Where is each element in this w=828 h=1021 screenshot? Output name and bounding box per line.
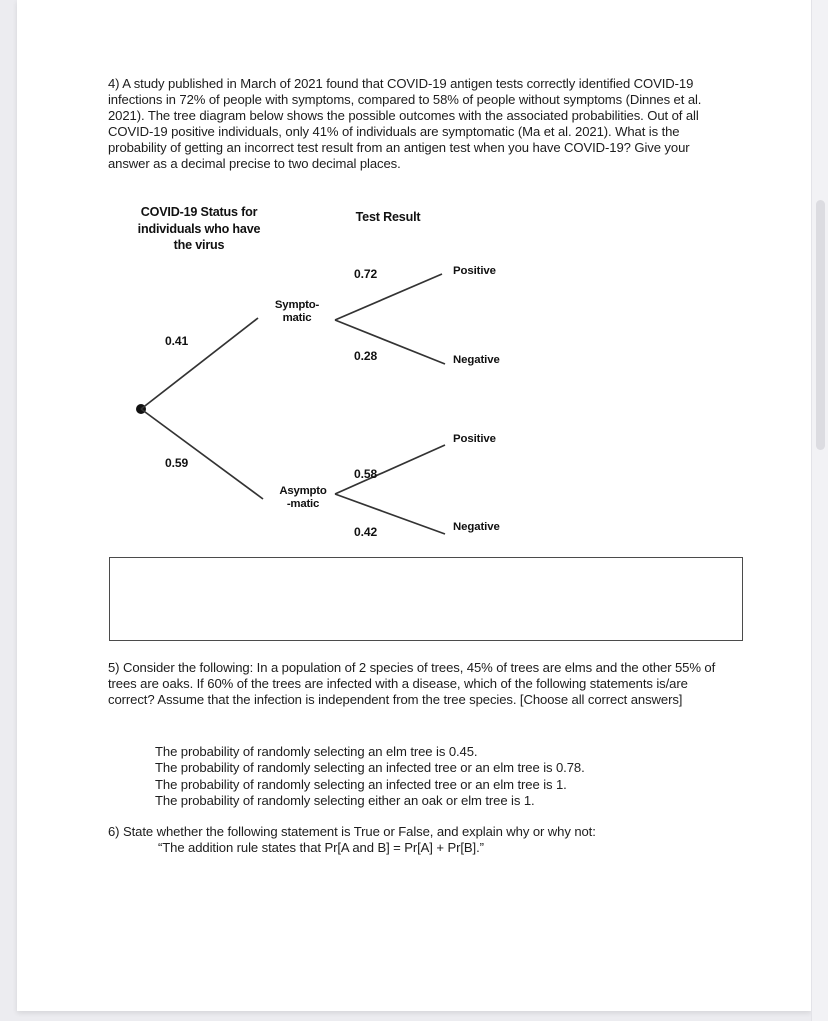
tree-node-asymptomatic-line1: Asympto bbox=[279, 485, 327, 497]
question-5-option[interactable]: The probability of randomly selecting an infected tree or an elm tree is 1. bbox=[155, 776, 567, 792]
vertical-scrollbar[interactable] bbox=[811, 0, 828, 1021]
question-4-text: 4) A study published in March of 2021 found that COVID-19 antigen tests correctly identified COVID-19 infections in 72% of people with symptoms, compared to 58% of people without symptoms (Dinnes et al. 2021). The tree diagram below shows the possible outcomes with the associated probabilities. Out of all COVID-19 positive individuals, only 41% of individuals are symptomatic (Ma et al. 2021). What is the probability of getting an incorrect test result from an antigen test when you have COVID-19? Give your answer as a decimal precise to two decimal places. bbox=[108, 76, 702, 172]
branch-root-asymptomatic bbox=[141, 409, 263, 499]
question-5-options bbox=[155, 744, 725, 809]
branch-asymptomatic-negative bbox=[335, 494, 445, 534]
question-4-answer-box[interactable] bbox=[109, 557, 743, 641]
branch-symptomatic-positive bbox=[335, 274, 442, 320]
tree-leaf-symptomatic-negative: Negative bbox=[453, 354, 500, 366]
tree-prob-root-asymptomatic: 0.59 bbox=[165, 456, 189, 470]
page-content bbox=[17, 0, 811, 1011]
question-5-option[interactable]: The probability of randomly selecting either an oak or elm tree is 1. bbox=[155, 792, 535, 808]
tree-node-symptomatic bbox=[258, 299, 336, 325]
branch-asymptomatic-positive bbox=[335, 445, 445, 494]
question-6-text bbox=[108, 824, 708, 856]
question-5-option[interactable]: The probability of randomly selecting an infected tree or an elm tree is 0.78. bbox=[155, 760, 585, 776]
tree-node-symptomatic-line1: Sympto- bbox=[274, 299, 320, 311]
probability-tree-diagram bbox=[108, 198, 748, 546]
tree-prob-root-symptomatic: 0.41 bbox=[165, 334, 189, 348]
question-5-text: 5) Consider the following: In a population of 2 species of trees, 45% of trees are elms and the other 55% of trees are oaks. If 60% of the trees are infected with a disease, which of the following statements is/are correct? Assume that the infection is independent from the tree species. [Choose all correct answers] bbox=[108, 660, 716, 708]
tree-node-asymptomatic-line2: -matic bbox=[286, 498, 320, 511]
branch-symptomatic-negative bbox=[335, 320, 445, 364]
tree-prob-asymptomatic-positive: 0.58 bbox=[354, 467, 378, 481]
tree-node-symptomatic-line2: matic bbox=[282, 312, 312, 325]
tree-prob-symptomatic-negative: 0.28 bbox=[354, 349, 378, 363]
question-6-prompt: 6) State whether the following statement is True or False, and explain why or why not: bbox=[108, 824, 596, 839]
question-5-option[interactable]: The probability of randomly selecting an elm tree is 0.45. bbox=[155, 744, 478, 759]
document-page bbox=[17, 0, 811, 1011]
tree-prob-symptomatic-positive: 0.72 bbox=[354, 267, 378, 281]
tree-leaf-symptomatic-positive: Positive bbox=[453, 265, 496, 277]
tree-node-asymptomatic bbox=[258, 485, 348, 511]
question-6-statement: “The addition rule states that Pr[A and B] = Pr[A] + Pr[B].” bbox=[158, 840, 484, 856]
branch-root-symptomatic bbox=[141, 318, 258, 409]
tree-leaf-asymptomatic-negative: Negative bbox=[453, 521, 500, 533]
vertical-scroll-thumb[interactable] bbox=[816, 200, 825, 450]
tree-prob-asymptomatic-negative: 0.42 bbox=[354, 525, 378, 539]
tree-heading-level1: COVID-19 Status for individuals who have the virus bbox=[137, 205, 261, 253]
tree-leaf-asymptomatic-positive: Positive bbox=[453, 433, 496, 445]
tree-heading-level2: Test Result bbox=[355, 210, 421, 224]
